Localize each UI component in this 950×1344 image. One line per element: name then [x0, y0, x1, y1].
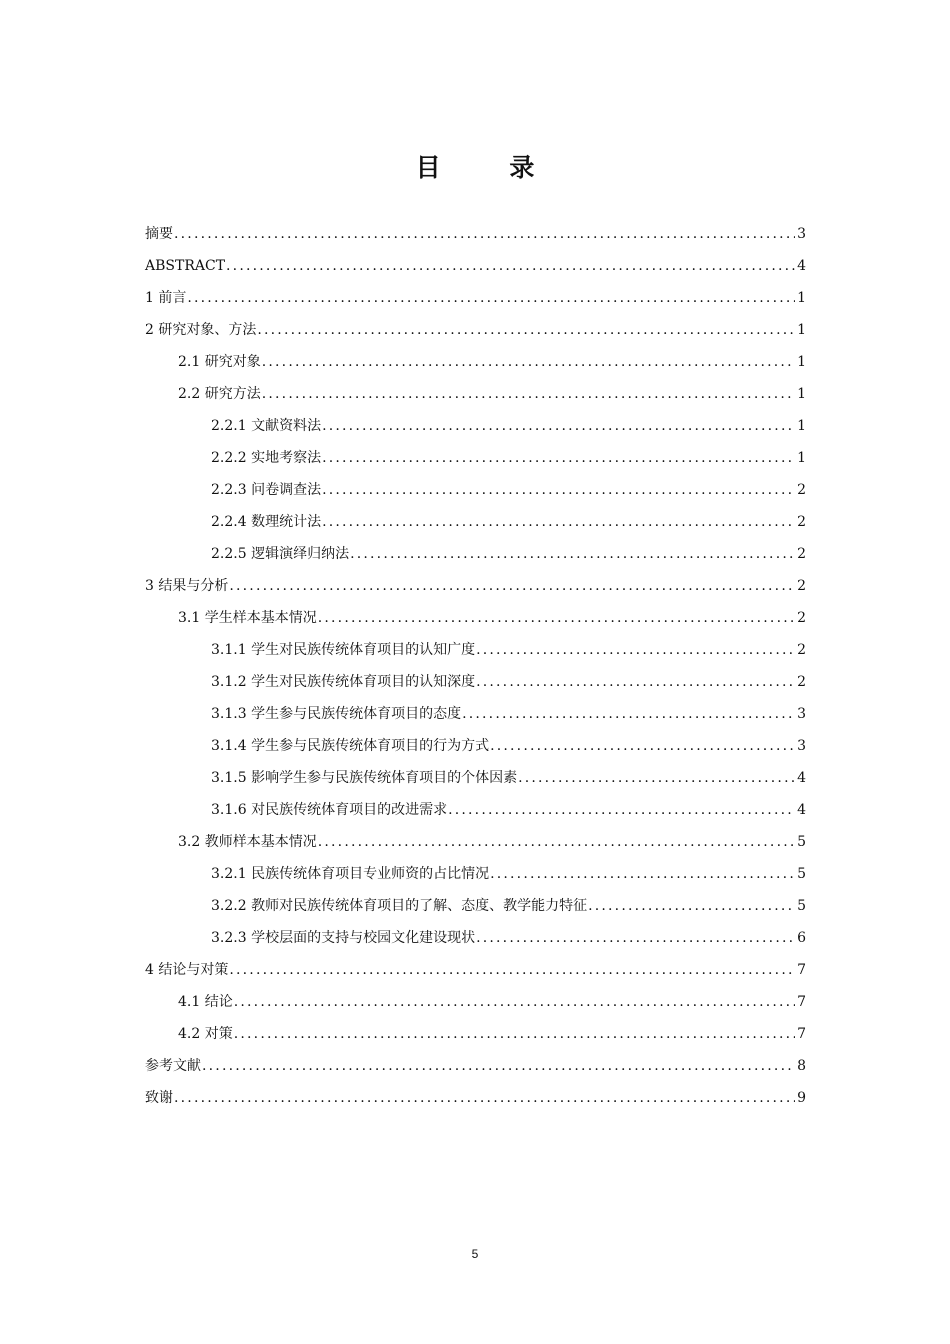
toc-entry[interactable] — [145, 413, 806, 445]
toc-entry-page: 2 — [797, 674, 806, 690]
toc-entry-label: 2.1 研究对象 — [178, 354, 261, 370]
toc-entry-label: 2 研究对象、方法 — [145, 322, 257, 338]
toc-entry-page: 2 — [797, 578, 806, 594]
toc-entry[interactable] — [145, 317, 806, 349]
toc-entry-page: 1 — [797, 386, 806, 402]
toc-entry[interactable] — [145, 893, 806, 925]
toc-entry[interactable] — [145, 349, 806, 381]
toc-entry-label: 2.2 研究方法 — [178, 386, 261, 402]
toc-dot-leader — [257, 317, 795, 343]
toc-entry-page: 4 — [797, 770, 806, 786]
toc-dot-leader — [234, 989, 795, 1015]
toc-dot-leader — [462, 701, 795, 727]
toc-entry-page: 5 — [797, 834, 806, 850]
toc-dot-leader — [202, 1053, 795, 1079]
page-number: 5 — [471, 1247, 479, 1261]
toc-entry[interactable] — [145, 1053, 806, 1085]
toc-dot-leader — [322, 413, 795, 439]
toc-entry[interactable] — [145, 253, 806, 285]
toc-entry-label: 摘要 — [145, 226, 173, 242]
toc-entry[interactable] — [145, 445, 806, 477]
toc-entry-page: 1 — [797, 418, 806, 434]
toc-entry[interactable] — [145, 829, 806, 861]
toc-entry-label: 参考文献 — [145, 1058, 201, 1074]
toc-entry-label: 3.2 教师样本基本情况 — [178, 834, 317, 850]
toc-entry-page: 2 — [797, 546, 806, 562]
table-of-contents — [145, 221, 806, 1117]
toc-dot-leader — [318, 605, 795, 631]
toc-entry[interactable] — [145, 1085, 806, 1117]
toc-entry[interactable] — [145, 701, 806, 733]
toc-entry-label: 2.2.4 数理统计法 — [211, 514, 322, 530]
toc-entry-page: 6 — [797, 930, 806, 946]
toc-entry-label: 2.2.3 问卷调查法 — [211, 482, 322, 498]
toc-entry[interactable] — [145, 573, 806, 605]
toc-entry-page: 7 — [797, 962, 806, 978]
toc-entry[interactable] — [145, 605, 806, 637]
toc-entry-page: 2 — [797, 514, 806, 530]
toc-entry-page: 1 — [797, 290, 806, 306]
toc-entry-label: 3.1.3 学生参与民族传统体育项目的态度 — [211, 706, 462, 722]
toc-dot-leader — [229, 957, 795, 983]
toc-entry[interactable] — [145, 285, 806, 317]
toc-entry-page: 3 — [797, 706, 806, 722]
toc-dot-leader — [490, 733, 795, 759]
toc-entry-label: 4.2 对策 — [178, 1026, 233, 1042]
toc-dot-leader — [262, 349, 795, 375]
toc-entry[interactable] — [145, 669, 806, 701]
toc-entry[interactable] — [145, 509, 806, 541]
toc-entry[interactable] — [145, 221, 806, 253]
toc-dot-leader — [518, 765, 795, 791]
toc-dot-leader — [476, 669, 795, 695]
toc-dot-leader — [262, 381, 795, 407]
toc-entry-page: 1 — [797, 450, 806, 466]
toc-entry-page: 7 — [797, 1026, 806, 1042]
toc-dot-leader — [187, 285, 795, 311]
toc-entry-label: 4 结论与对策 — [145, 962, 229, 978]
toc-dot-leader — [322, 509, 795, 535]
toc-entry-label: 3.1 学生样本基本情况 — [178, 610, 317, 626]
toc-entry-label: 2.2.2 实地考察法 — [211, 450, 322, 466]
toc-entry-label: 3.2.1 民族传统体育项目专业师资的占比情况 — [211, 866, 490, 882]
toc-entry-label: 3.1.2 学生对民族传统体育项目的认知深度 — [211, 674, 476, 690]
toc-entry-page: 5 — [797, 898, 806, 914]
toc-dot-leader — [229, 573, 795, 599]
toc-entry-page: 1 — [797, 354, 806, 370]
toc-dot-leader — [318, 829, 795, 855]
toc-entry-label: 2.2.5 逻辑演绎归纳法 — [211, 546, 350, 562]
toc-dot-leader — [226, 253, 795, 279]
toc-dot-leader — [350, 541, 795, 567]
toc-dot-leader — [322, 445, 795, 471]
toc-entry-label: 3.2.3 学校层面的支持与校园文化建设现状 — [211, 930, 476, 946]
toc-entry-label: 1 前言 — [145, 290, 187, 306]
toc-entry[interactable] — [145, 541, 806, 573]
toc-entry-page: 4 — [797, 802, 806, 818]
toc-entry-page: 5 — [797, 866, 806, 882]
toc-entry[interactable] — [145, 925, 806, 957]
toc-entry-page: 3 — [797, 738, 806, 754]
toc-entry[interactable] — [145, 381, 806, 413]
toc-entry[interactable] — [145, 637, 806, 669]
toc-entry[interactable] — [145, 1021, 806, 1053]
toc-entry-label: 3.1.6 对民族传统体育项目的改进需求 — [211, 802, 448, 818]
toc-entry-page: 4 — [797, 258, 806, 274]
toc-entry-page: 7 — [797, 994, 806, 1010]
toc-entry[interactable] — [145, 989, 806, 1021]
toc-entry-page: 3 — [797, 226, 806, 242]
toc-entry[interactable] — [145, 861, 806, 893]
toc-entry[interactable] — [145, 733, 806, 765]
toc-dot-leader — [174, 221, 795, 247]
toc-entry-label: 3.1.5 影响学生参与民族传统体育项目的个体因素 — [211, 770, 518, 786]
toc-entry-label: 3.1.1 学生对民族传统体育项目的认知广度 — [211, 642, 476, 658]
toc-entry[interactable] — [145, 797, 806, 829]
toc-dot-leader — [476, 925, 795, 951]
toc-dot-leader — [174, 1085, 795, 1111]
toc-dot-leader — [588, 893, 795, 919]
toc-entry-page: 9 — [797, 1090, 806, 1106]
toc-entry-page: 2 — [797, 642, 806, 658]
toc-dot-leader — [490, 861, 795, 887]
toc-entry[interactable] — [145, 477, 806, 509]
toc-dot-leader — [448, 797, 795, 823]
page-title: 目 录 — [415, 153, 565, 182]
toc-entry-label: ABSTRACT — [145, 258, 226, 274]
toc-entry[interactable] — [145, 765, 806, 797]
toc-entry-label: 2.2.1 文献资料法 — [211, 418, 322, 434]
toc-entry-label: 4.1 结论 — [178, 994, 233, 1010]
toc-dot-leader — [322, 477, 795, 503]
toc-entry-page: 1 — [797, 322, 806, 338]
toc-dot-leader — [476, 637, 795, 663]
toc-entry-label: 3.2.2 教师对民族传统体育项目的了解、态度、教学能力特征 — [211, 898, 588, 914]
toc-entry[interactable] — [145, 957, 806, 989]
toc-entry-label: 致谢 — [145, 1090, 173, 1106]
toc-entry-page: 2 — [797, 610, 806, 626]
toc-entry-label: 3 结果与分析 — [145, 578, 229, 594]
toc-entry-page: 2 — [797, 482, 806, 498]
toc-dot-leader — [234, 1021, 795, 1047]
toc-entry-label: 3.1.4 学生参与民族传统体育项目的行为方式 — [211, 738, 490, 754]
toc-entry-page: 8 — [797, 1058, 806, 1074]
